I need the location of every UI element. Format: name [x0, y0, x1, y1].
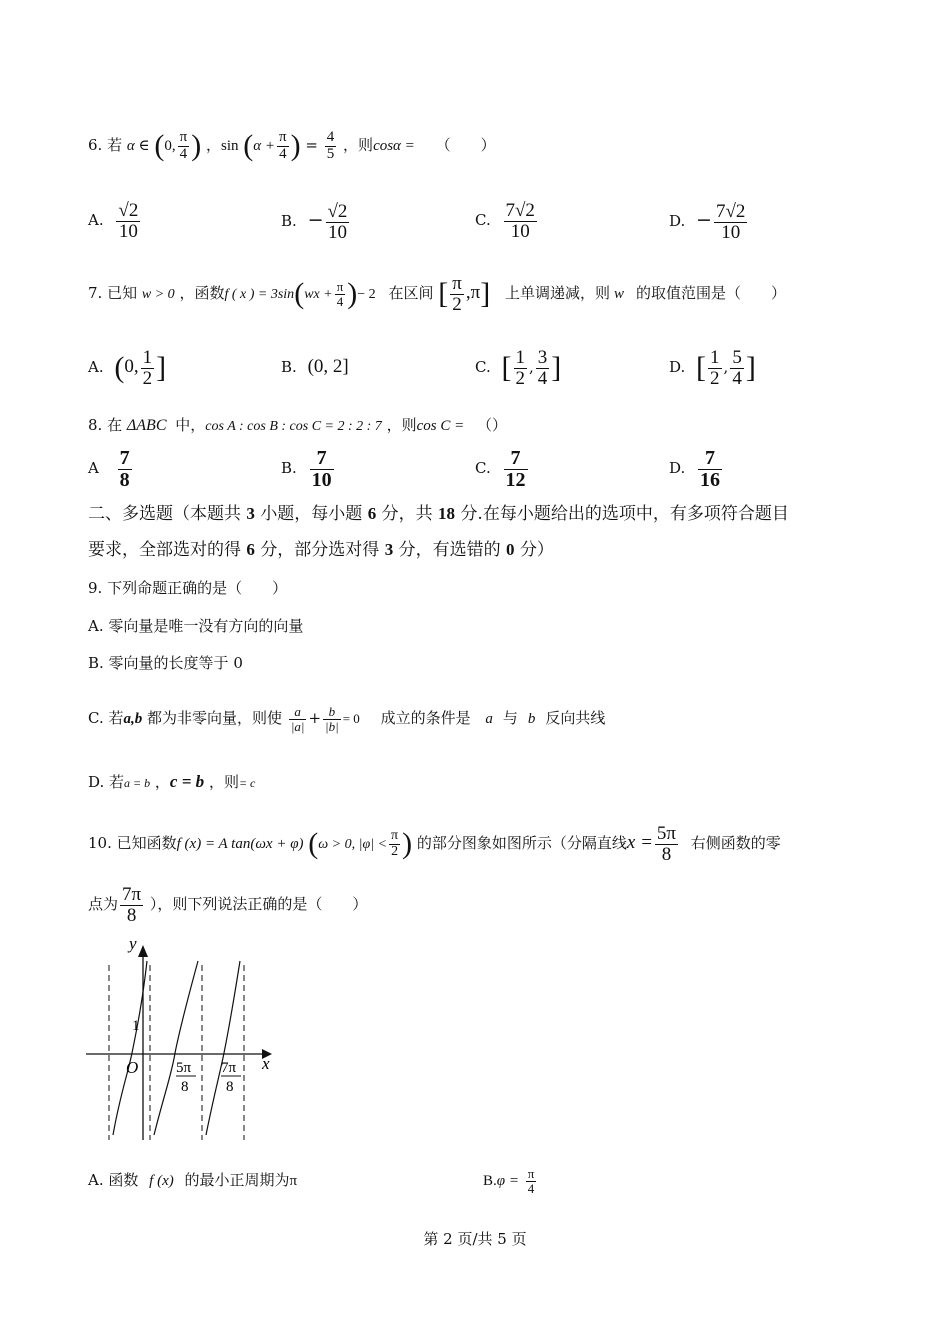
y-axis-arrow: [138, 945, 148, 957]
four-fifths: $\frac{4}{5}$: [326, 128, 335, 162]
q6-option-c[interactable]: C. $\frac{7√2}{10}$: [475, 199, 535, 242]
tan-curves: [113, 961, 240, 1135]
q7-option-d[interactable]: D. [ $\frac{1}{2}$ , $\frac{5}{4}$ ]: [669, 346, 756, 389]
q7-option-c[interactable]: C. [ $\frac{1}{2}$ , $\frac{3}{4}$ ]: [475, 346, 562, 389]
q6-option-d[interactable]: D. − $\frac{7√2}{10}$: [669, 200, 746, 243]
q9-option-d[interactable]: D. 若a = b ，c = b ，则= c: [88, 772, 256, 791]
svg-text:5π: 5π: [176, 1060, 192, 1076]
q8-stem: 8. 在 ΔABC 中，cos A : cos B : cos C = 2 : 2 : 7 ，则cos C = （）: [88, 416, 508, 434]
q9-option-c[interactable]: C. 若a,b 都为非零向量，则使 $\frac{a}{|a|}$ + $\frac{b}{|b|}$ = 0 成立的条件是 a 与 b 反向共线: [88, 703, 606, 734]
q9-option-b[interactable]: B. 零向量的长度等于 0: [88, 654, 243, 672]
q9-stem: 9. 下列命题正确的是（ ）: [88, 579, 288, 597]
q6-option-a[interactable]: A. $\frac{√2}{10}$: [88, 199, 139, 242]
q8-option-b[interactable]: B. $\frac{7}{10}$: [281, 446, 332, 491]
q8-option-d[interactable]: D. $\frac{7}{16}$: [669, 446, 721, 491]
q7-option-b[interactable]: B. (0, 2]: [281, 356, 349, 377]
y-label: y: [129, 935, 137, 953]
q7-option-a[interactable]: A. (0, $\frac{1}{2}$ ]: [88, 346, 167, 389]
q10-option-a[interactable]: A. 函数 f (x) 的最小正周期为π: [88, 1171, 298, 1189]
q10-stem-line2: 点为 $\frac{7\pi}{8}$ ），则下列说法正确的是（ ）: [88, 883, 368, 926]
svg-text:8: 8: [226, 1079, 234, 1095]
svg-text:8: 8: [181, 1079, 189, 1095]
tan-graph: [80, 935, 290, 1145]
q9-option-a[interactable]: A. 零向量是唯一没有方向的向量: [88, 617, 304, 635]
q6-option-b[interactable]: B. − $\frac{√2}{10}$: [281, 200, 348, 243]
pi-over-4: $\frac{\pi}{4}$: [179, 128, 188, 162]
section-heading: 二、多选题（本题共 3 小题，每小题 6 分，共 18 分.在每小题给出的选项中，有多项符合题目 要求，全部选对的得 6 分，部分选对得 3 分，有选错的 0 分）: [88, 504, 789, 560]
q6-stem: 6. 若 α ∈ (0, $\frac{\pi}{4}$ ) ，sin (α + $\frac{\pi}{4}$ ) = $\frac{4}{5}$ ，则cosα = （ ）: [88, 128, 496, 162]
origin-label: O: [126, 1058, 139, 1077]
tick-one: 1: [132, 1018, 140, 1034]
x-label: x: [262, 1054, 270, 1073]
page-footer: 第 2 页/共 5 页: [423, 1230, 527, 1248]
q7-stem: 7. 已知 w > 0 ，函数f ( x ) = 3sin(wx + $\frac{\pi}{4}$ )− 2 在区间 [ $\frac{\pi}{2}$ ,π] 上单调递减，则 w 的取值范围是（ ）: [88, 272, 787, 315]
q10-option-b[interactable]: B.φ = $\frac{\pi}{4}$: [483, 1165, 535, 1196]
svg-text:7π: 7π: [221, 1060, 237, 1076]
q10-stem-line1: 10. 已知函数f (x) = A tan(ωx + φ) (ω > 0, |φ| < $\frac{\pi}{2}$ ) 的部分图象如图所示（分隔直线x = $\frac{5\pi}{8}$ 右侧函数的零: [88, 822, 781, 865]
q8-option-c[interactable]: C. $\frac{7}{12}$: [475, 446, 526, 491]
q8-option-a[interactable]: A $\frac{7}{8}$: [88, 446, 130, 491]
